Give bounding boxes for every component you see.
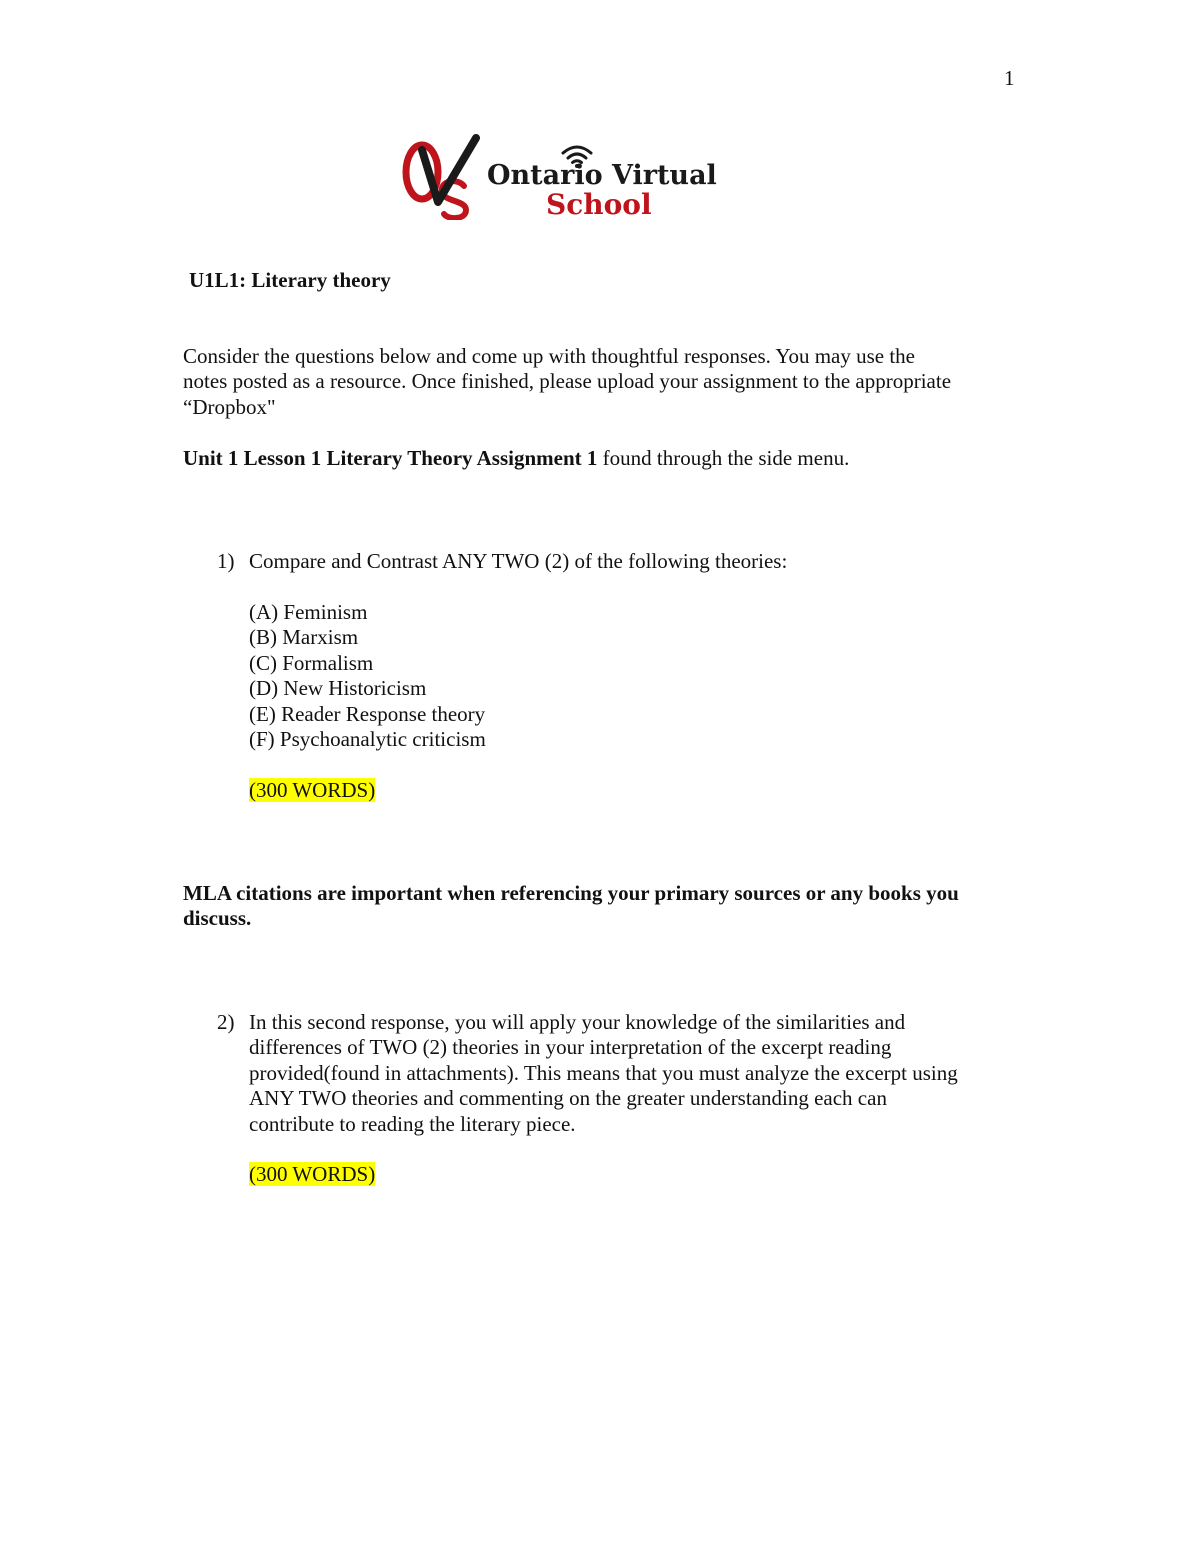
question-2-line: ANY TWO theories and commenting on the greater understanding each can — [249, 1086, 887, 1111]
question-1-prompt: Compare and Contrast ANY TWO (2) of the following theories: — [249, 549, 788, 573]
theory-option: (F) Psychoanalytic criticism — [249, 727, 486, 752]
theory-option: (E) Reader Response theory — [249, 701, 486, 726]
ovs-logo-mark-icon — [400, 134, 484, 220]
mla-citation-note — [183, 881, 959, 932]
intro-line-3: “Dropbox" — [183, 394, 276, 419]
dropbox-location-text: found through the side menu. — [597, 446, 850, 470]
question-2-line: provided(found in attachments). This means that you must analyze the excerpt using — [249, 1060, 958, 1085]
theory-option: (D) New Historicism — [249, 676, 427, 701]
word-count-highlight: (300 WORDS) — [249, 778, 376, 802]
dropbox-assignment-name: Unit 1 Lesson 1 Literary Theory Assignment 1 — [183, 446, 598, 470]
intro-line-2: notes posted as a resource. Once finished, please upload your assignment to the appropriate — [183, 369, 952, 394]
mla-note-line-2: discuss. — [183, 906, 252, 931]
question-1-number: 1) — [217, 549, 235, 573]
question-2-line: In this second response, you will apply your knowledge of the similarities and — [249, 1010, 906, 1034]
theory-options-list — [249, 600, 486, 752]
question-1-word-count — [249, 778, 375, 803]
intro-line-1: Consider the questions below and come up with thoughtful responses. You may use the — [183, 344, 916, 368]
theory-option: (A) Feminism — [249, 600, 368, 624]
logo-text-ontario-virtual: Ontario Virtual — [487, 160, 717, 191]
dropbox-instruction — [183, 446, 849, 471]
page-number: 1 — [1004, 66, 1015, 90]
mla-note-line-1: MLA citations are important when referencing your primary sources or any books you — [183, 881, 959, 905]
assignment-heading: U1L1: Literary theory — [189, 268, 391, 292]
logo-text-school: School — [546, 188, 652, 221]
theory-option: (B) Marxism — [249, 625, 359, 650]
question-2-prompt — [249, 1010, 958, 1137]
question-2-line: contribute to reading the literary piece. — [249, 1111, 576, 1136]
intro-paragraph — [183, 344, 951, 420]
school-logo — [400, 134, 720, 224]
question-2-number: 2) — [217, 1010, 235, 1034]
question-2-word-count — [249, 1162, 375, 1187]
word-count-highlight: (300 WORDS) — [249, 1162, 376, 1186]
question-2-line: differences of TWO (2) theories in your interpretation of the excerpt reading — [249, 1035, 892, 1060]
theory-option: (C) Formalism — [249, 650, 374, 675]
